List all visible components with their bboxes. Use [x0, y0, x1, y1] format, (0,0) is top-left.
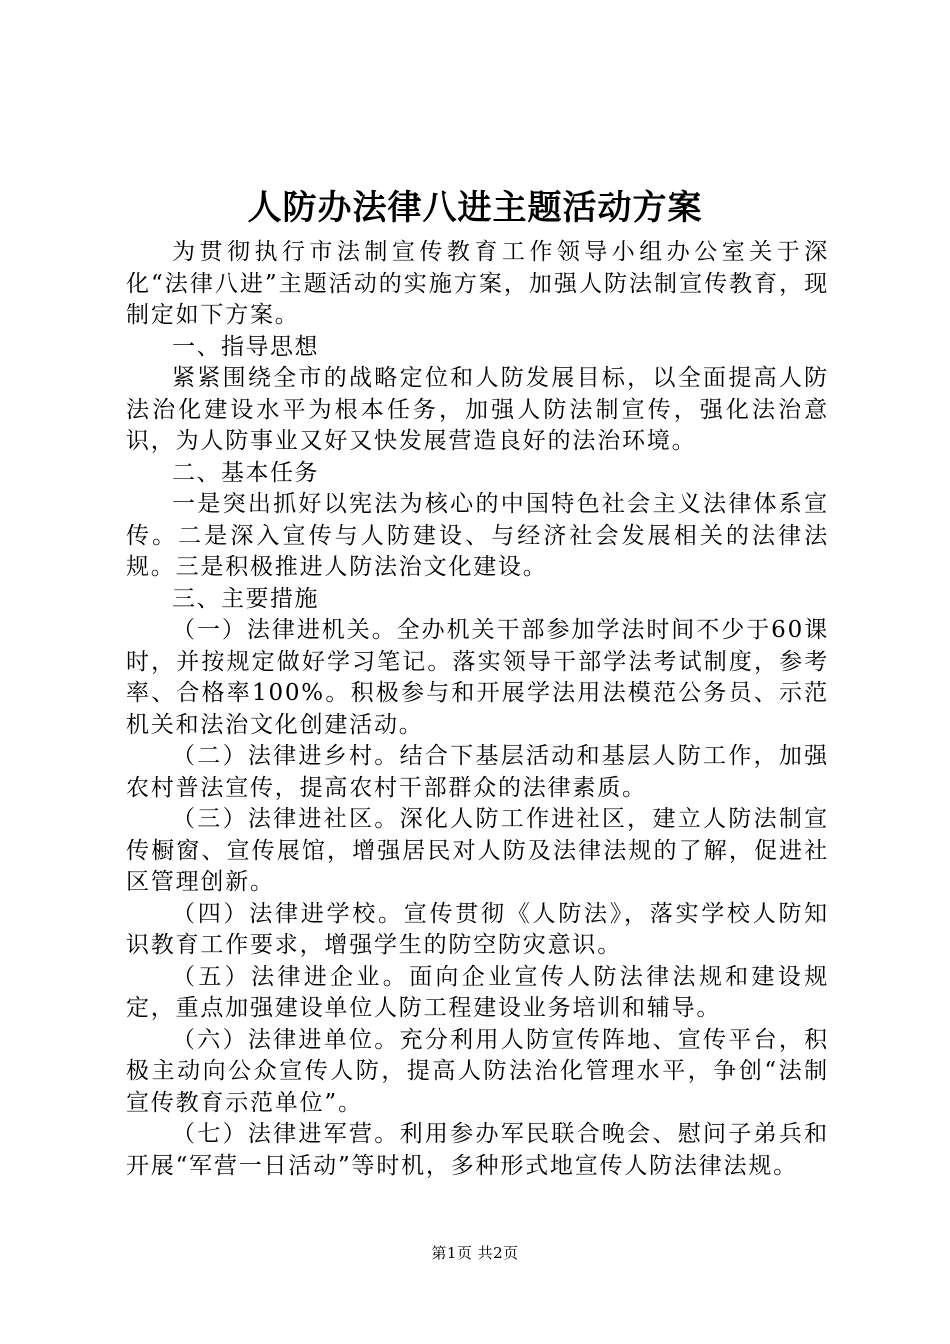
measure-paragraph-communities: （三）法律进社区。深化人防工作进社区，建立人防法制宣传橱窗、宣传展馆，增强居民对人防及法律法规的了解，促进社区管理创新。	[126, 806, 829, 895]
section-paragraph: 紧紧围绕全市的战略定位和人防发展目标，以全面提高人防法治化建设水平为根本任务，加强人防法制宣传，强化法治意识，为人防事业又好又快发展营造良好的法治环境。	[126, 365, 829, 454]
document-title: 人防办法律八进主题活动方案	[247, 188, 703, 228]
section-heading-main-measures: 三、主要措施	[172, 585, 319, 612]
measure-paragraph-enterprises: （五）法律进企业。面向企业宣传人防法律法规和建设规定，重点加强建设单位人防工程建设业务培训和辅导。	[126, 963, 829, 1021]
document-body	[126, 237, 829, 1182]
measure-paragraph-barracks: （七）法律进军营。利用参办军民联合晚会、慰问子弟兵和开展“军营一日活动”等时机，多种形式地宣传人防法律法规。	[126, 1121, 829, 1179]
measure-paragraph-schools: （四）法律进学校。宣传贯彻《人防法》，落实学校人防知识教育工作要求，增强学生的防空防灾意识。	[126, 900, 829, 958]
measure-paragraph-units: （六）法律进单位。充分利用人防宣传阵地、宣传平台，积极主动向公众宣传人防，提高人防法治化管理水平，争创“法制宣传教育示范单位”。	[126, 1026, 829, 1116]
section-heading-guiding-ideology: 一、指导思想	[172, 333, 319, 360]
section-heading-basic-tasks: 二、基本任务	[172, 459, 319, 486]
measure-paragraph-villages: （二）法律进乡村。结合下基层活动和基层人防工作，加强农村普法宣传，提高农村干部群众的法律素质。	[126, 743, 829, 801]
measure-paragraph-organs: （一）法律进机关。全办机关干部参加学法时间不少于60课时，并按规定做好学习笔记。落实领导干部学法考试制度，参考率、合格率100%。积极参与和开展学法用法模范公务员、示范机关和法治文化创建活动。	[126, 617, 829, 738]
intro-paragraph: 为贯彻执行市法制宣传教育工作领导小组办公室关于深化“法律八进”主题活动的实施方案，加强人防法制宣传教育，现制定如下方案。	[126, 239, 829, 328]
section-paragraph: 一是突出抓好以宪法为核心的中国特色社会主义法律体系宣传。二是深入宣传与人防建设、与经济社会发展相关的法律法规。三是积极推进人防法治文化建设。	[126, 491, 829, 580]
page-footer: 第1页 共2页	[431, 1244, 519, 1262]
